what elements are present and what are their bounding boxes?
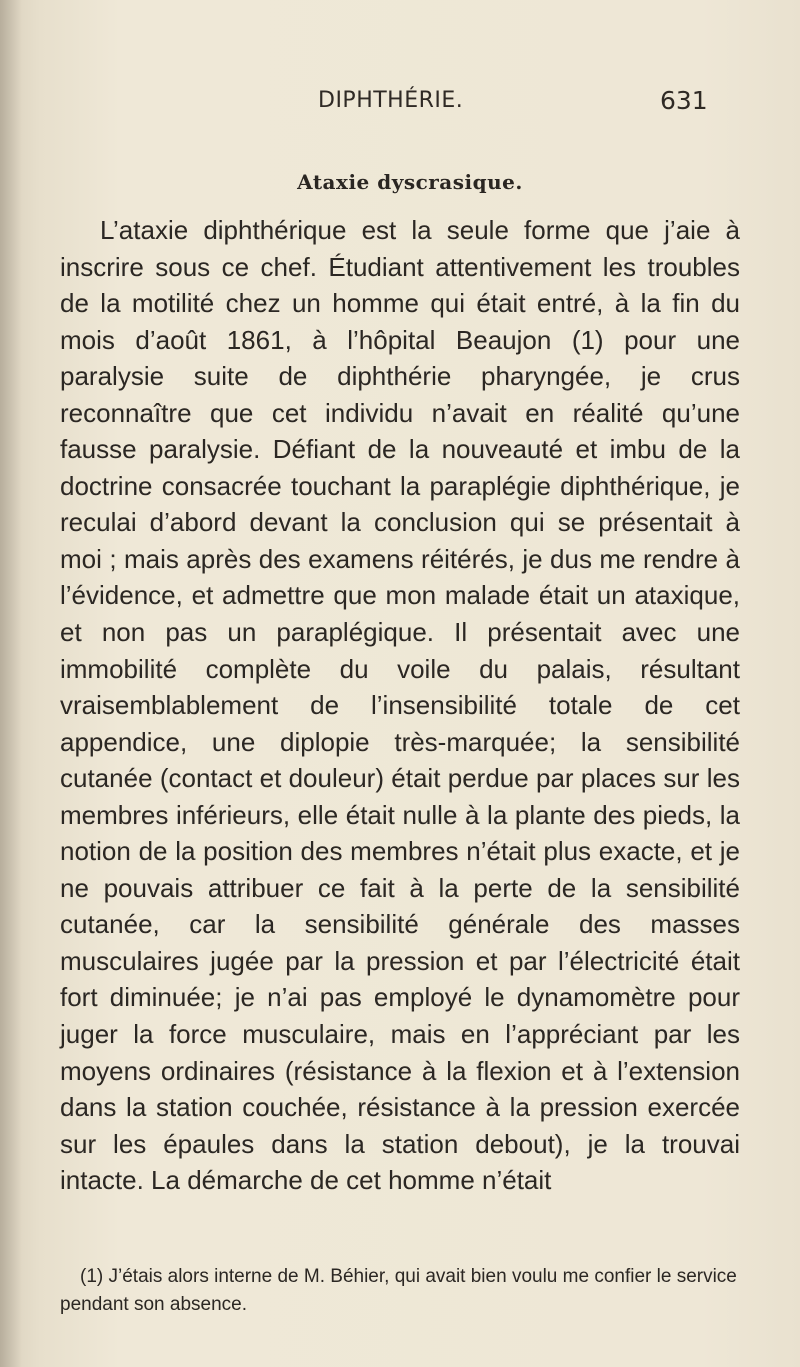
page-number: 631 [660,86,708,115]
page-gutter-shadow [0,0,22,1367]
body-paragraph: L’ataxie diphthérique est la seule forme que j’aie à inscrire sous ce chef. Étudiant attentivement les troubles de la motilité chez un homme qui était entré, à la fin du mois d’août 1861, à l’hôpital Beaujon (1) pour une paralysie suite de diphthérie pharyngée, je crus reconnaître que cet individu n’avait en réalité qu’une fausse paralysie. Défiant de la nouveauté et imbu de la doctrine consacrée touchant la paraplégie diphthérique, je reculai d’abord devant la conclusion qui se présentait à moi ; mais après des examens réitérés, je dus me rendre à l’évidence, et admettre que mon malade était un ataxique, et non pas un paraplégique. Il présentait avec une immobilité complète du voile du palais, résultant vraisemblablement de l’insensibilité totale de cet appendice, une diplopie très-marquée; la sensibilité cutanée (contact et douleur) était perdue par places sur les membres inférieurs, elle était nulle à la plante des pieds, la notion de la position des membres n’était plus exacte, et je ne pouvais attribuer ce fait à la perte de la sensibilité cutanée, car la sensibilité générale des masses musculaires jugée par la pression et par l’électricité était fort diminuée; je n’ai pas employé le dynamomètre pour juger la force musculaire, mais en l’appréciant par les moyens ordinaires (résistance à la flexion et à l’extension dans la station couchée, résistance à la pression exercée sur les épaules dans la station debout), je la trouvai intacte. La démarche de cet homme n’était [60,215,740,1196]
page-header [0,88,800,128]
section-heading: Ataxie dyscrasique. [297,170,523,194]
footnote: (1) J’étais alors interne de M. Béhier, qui avait bien voulu me confier le service pendant son absence. [60,1266,737,1315]
running-title: DIPHTHÉRIE. [318,88,464,113]
